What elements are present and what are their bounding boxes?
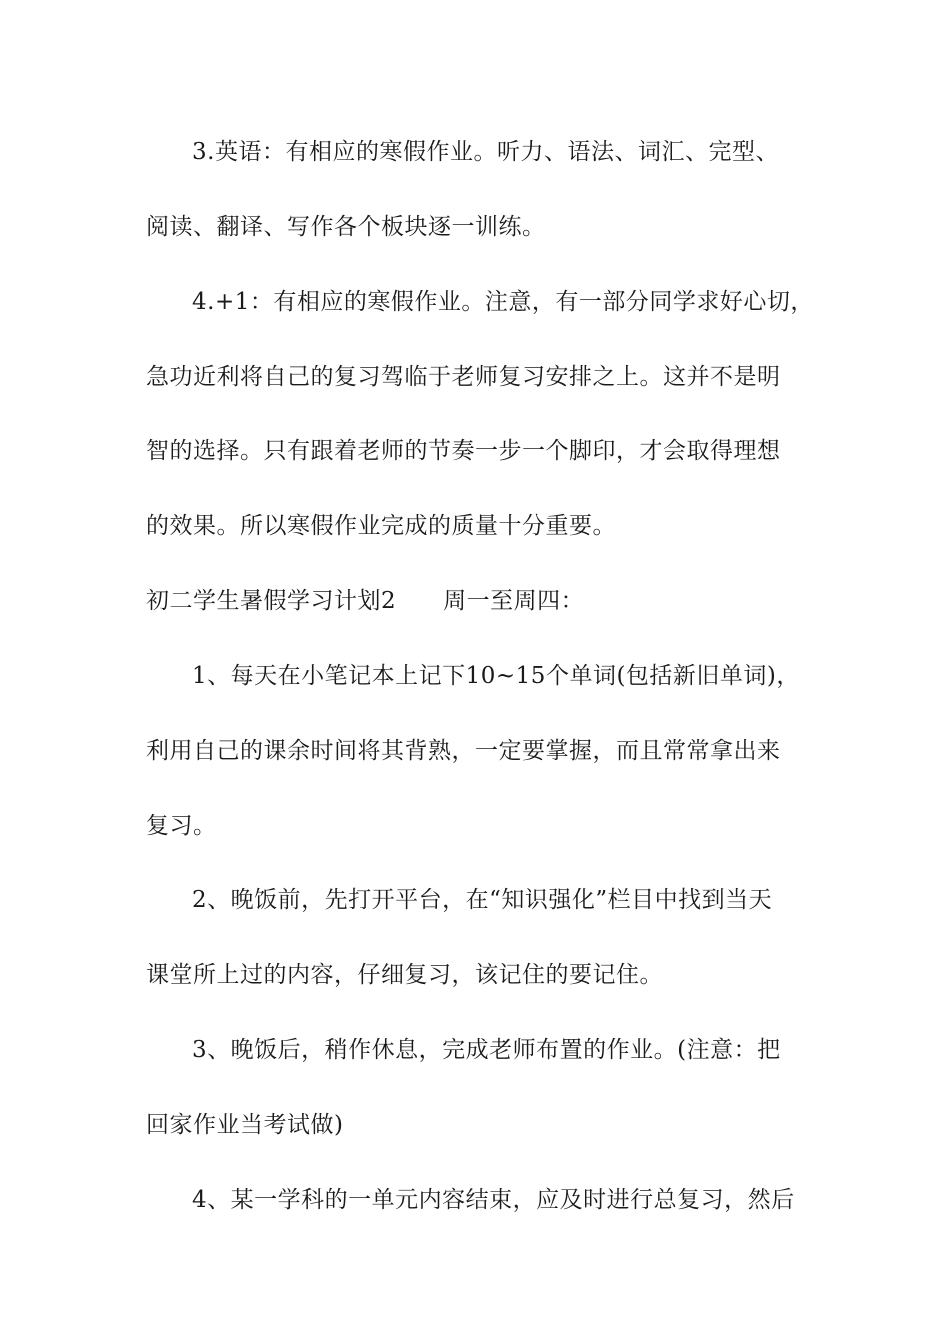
item-3-line-2: 回家作业当考试做) [146, 1112, 344, 1138]
paragraph-plus1-line-4: 的效果。所以寒假作业完成的质量十分重要。 [146, 513, 616, 539]
item-1-line-3: 复习。 [146, 813, 217, 839]
section-heading: 初二学生暑假学习计划2 周一至周四： [146, 588, 585, 614]
item-3-line-1: 3、晚饭后，稍作休息，完成老师布置的作业。(注意：把 [192, 1037, 781, 1063]
paragraph-plus1-line-3: 智的选择。只有跟着老师的节奏一步一个脚印，才会取得理想 [146, 438, 781, 464]
paragraph-english-line-2: 阅读、翻译、写作各个板块逐一训练。 [146, 214, 546, 240]
paragraph-english-line-1: 3.英语：有相应的寒假作业。听力、语法、词汇、完型、 [192, 139, 779, 165]
item-2-line-1: 2、晚饭前，先打开平台，在“知识强化”栏目中找到当天 [192, 887, 773, 913]
item-4-line-1: 4、某一学科的一单元内容结束，应及时进行总复习，然后 [192, 1187, 795, 1213]
paragraph-plus1-line-2: 急功近利将自己的复习驾临于老师复习安排之上。这并不是明 [146, 364, 781, 390]
item-2-line-2: 课堂所上过的内容，仔细复习，该记住的要记住。 [146, 962, 663, 988]
paragraph-plus1-line-1: 4.+1：有相应的寒假作业。注意，有一部分同学求好心切， [192, 289, 814, 315]
item-1-line-2: 利用自己的课余时间将其背熟，一定要掌握，而且常常拿出来 [146, 738, 781, 764]
item-1-line-1: 1、每天在小笔记本上记下10~15个单词(包括新旧单词)， [192, 663, 800, 689]
